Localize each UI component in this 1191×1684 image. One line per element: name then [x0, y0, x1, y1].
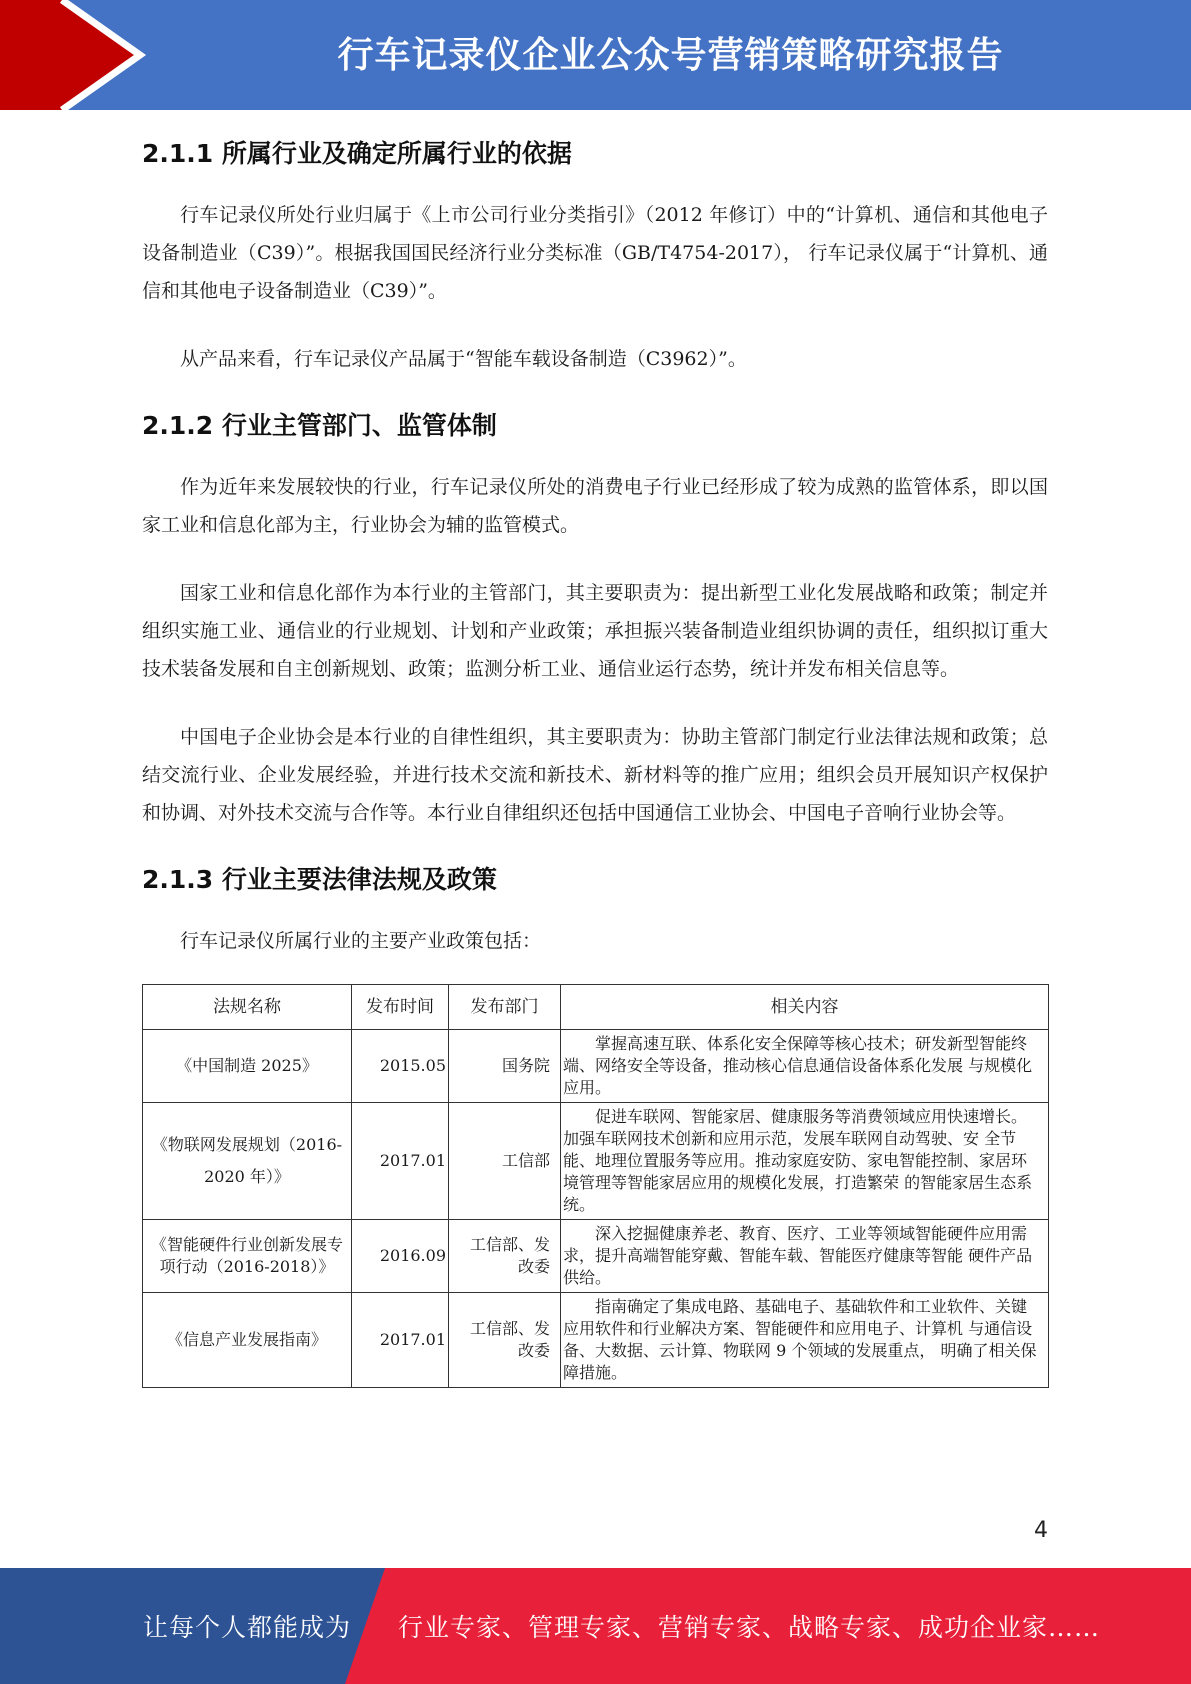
table-row — [143, 1103, 1049, 1220]
publishing-department: 国务院 — [449, 1030, 561, 1103]
paragraph: 国家工业和信息化部作为本行业的主管部门，其主要职责为：提出新型工业化发展战略和政策；制定并组织实施工业、通信业的行业规划、计划和产业政策；承担振兴装备制造业组织协调的责任，组织拟订重大技术装备发展和自主创新规划、政策；监测分析工业、通信业运行态势，统计并发布相关信息等。 — [142, 582, 1048, 680]
footer-slogan-right: 行业专家、管理专家、营销专家、战略专家、成功企业家…… — [398, 1613, 1101, 1642]
related-content: 指南确定了集成电路、基础电子、基础软件和工业软件、关键应用软件和行业解决方案、智能硬件和应用电子、计算机 与通信设备、大数据、云计算、物联网 9 个领域的发展重点， 明确了相关保障措施。 — [561, 1293, 1049, 1388]
section-heading-2-1-1: 2.1.1 所属行业及确定所属行业的依据 — [142, 139, 572, 168]
publish-date: 2016.09 — [352, 1220, 449, 1293]
paragraph: 行车记录仪所处行业归属于《上市公司行业分类指引》（2012 年修订）中的“计算机、通信和其他电子设备制造业（C39）”。根据我国国民经济行业分类标准（GB/T4754-2017）， 行车记录仪属于“计算机、通信和其他电子设备制造业（C39）”。 — [142, 204, 1048, 302]
related-content: 促进车联网、智能家居、健康服务等消费领域应用快速增长。 加强车联网技术创新和应用示范，发展车联网自动驾驶、安 全节能、地理位置服务等应用。推动家庭安防、家电智能控制、家居环境管理等智能家居应用的规模化发展，打造繁荣 的智能家居生态系统。 — [561, 1103, 1049, 1220]
paragraph: 作为近年来发展较快的行业，行车记录仪所处的消费电子行业已经形成了较为成熟的监管体系，即以国家工业和信息化部为主，行业协会为辅的监管模式。 — [142, 476, 1048, 536]
regulation-name: 《物联网发展规划（2016-2020 年）》 — [143, 1103, 352, 1220]
column-header-dept: 发布部门 — [449, 985, 561, 1030]
paragraph: 从产品来看，行车记录仪产品属于“智能车载设备制造（C3962）”。 — [180, 348, 747, 370]
regulation-name: 《智能硬件行业创新发展专项行动（2016-2018）》 — [143, 1220, 352, 1293]
footer-slogan-left: 让每个人都能成为 — [143, 1613, 352, 1642]
page-header — [0, 0, 1191, 110]
header-red-arrow — [0, 0, 140, 110]
table-row — [143, 1220, 1049, 1293]
report-title: 行车记录仪企业公众号营销策略研究报告 — [337, 35, 1004, 76]
publish-date: 2015.05 — [352, 1030, 449, 1103]
table-row — [143, 1293, 1049, 1388]
main-content — [142, 130, 1048, 1388]
publish-date: 2017.01 — [352, 1293, 449, 1388]
publishing-department: 工信部、发 改委 — [449, 1220, 561, 1293]
column-header-name: 法规名称 — [143, 985, 352, 1030]
publishing-department: 工信部、发 改委 — [449, 1293, 561, 1388]
page-number: 4 — [1034, 1518, 1048, 1543]
section-heading-2-1-3: 2.1.3 行业主要法律法规及政策 — [142, 865, 497, 894]
regulation-name: 《中国制造 2025》 — [143, 1030, 352, 1103]
policy-table — [142, 984, 1049, 1388]
paragraph: 中国电子企业协会是本行业的自律性组织，其主要职责为：协助主管部门制定行业法律法规和政策；总结交流行业、企业发展经验，并进行技术交流和新技术、新材料等的推广应用；组织会员开展知识产权保护和协调、对外技术交流与合作等。本行业自律组织还包括中国通信工业协会、中国电子音响行业协会等。 — [142, 726, 1048, 824]
publish-date: 2017.01 — [352, 1103, 449, 1220]
related-content: 深入挖掘健康养老、教育、医疗、工业等领域智能硬件应用需求，提升高端智能穿戴、智能车载、智能医疗健康等智能 硬件产品供给。 — [561, 1220, 1049, 1293]
page-footer — [0, 1568, 1191, 1684]
column-header-content: 相关内容 — [561, 985, 1049, 1030]
column-header-date: 发布时间 — [352, 985, 449, 1030]
related-content: 掌握高速互联、体系化安全保障等核心技术；研发新型智能终端、网络安全等设备，推动核心信息通信设备体系化发展 与规模化应用。 — [561, 1030, 1049, 1103]
section-heading-2-1-2: 2.1.2 行业主管部门、监管体制 — [142, 411, 497, 440]
regulation-name: 《信息产业发展指南》 — [143, 1293, 352, 1388]
table-row — [143, 1030, 1049, 1103]
table-header-row — [143, 985, 1049, 1030]
publishing-department: 工信部 — [449, 1103, 561, 1220]
paragraph: 行车记录仪所属行业的主要产业政策包括： — [180, 930, 542, 952]
header-arrow-decoration — [0, 0, 160, 110]
